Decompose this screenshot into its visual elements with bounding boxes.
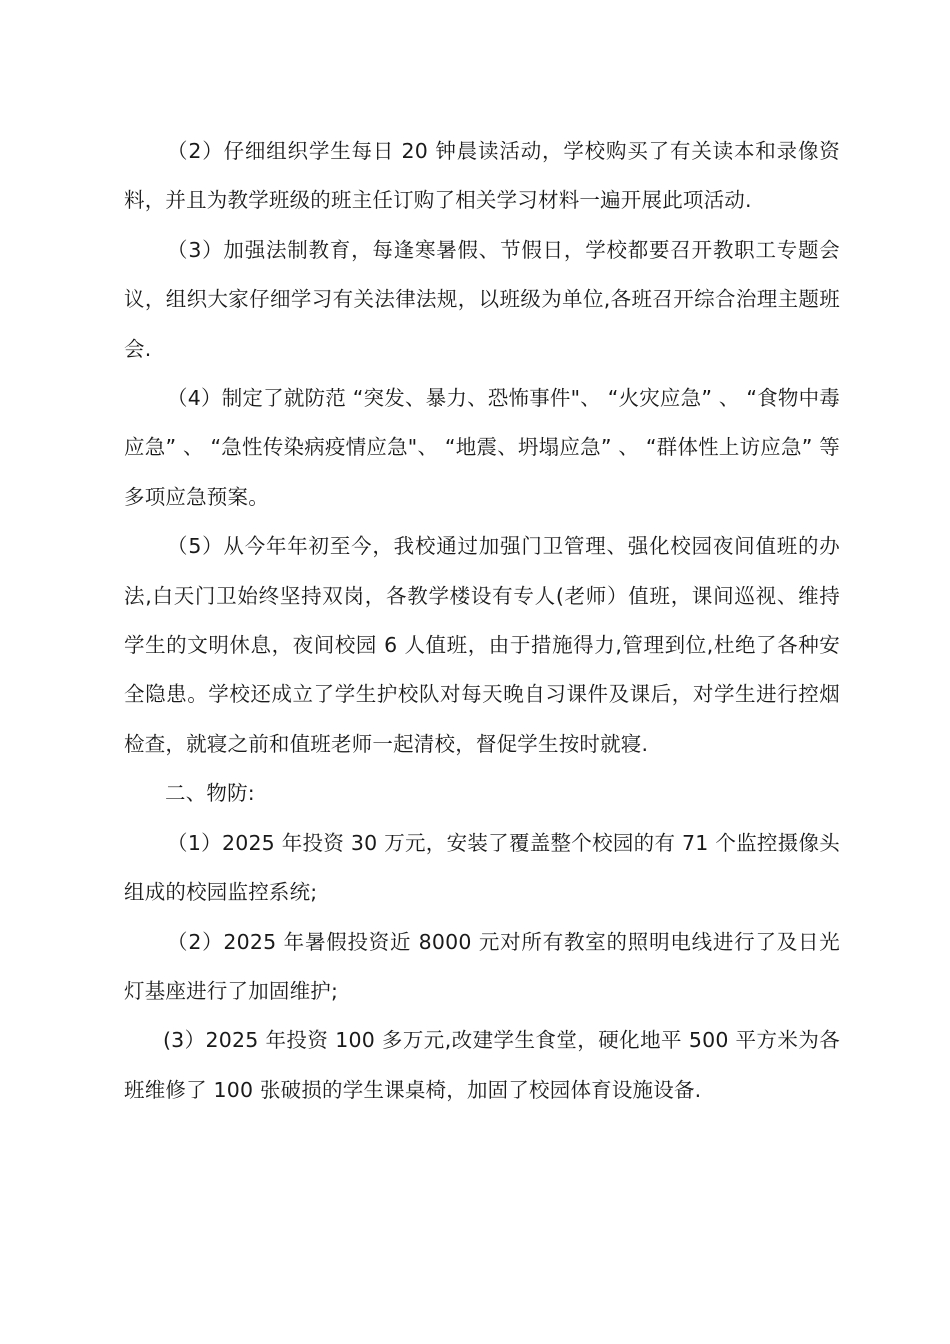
paragraph-surveillance-system: （1）2025 年投资 30 万元，安装了覆盖整个校园的有 71 个监控摄像头组成的校园监控系统; <box>124 830 840 905</box>
paragraph-legal-education: （3）加强法制教育，每逢寒暑假、节假日，学校都要召开教职工专题会议，组织大家仔细学习有关法律法规，以班级为单位,各班召开综合治理主题班会. <box>124 237 840 361</box>
paragraph-duty-management: （5）从今年年初至今，我校通过加强门卫管理、强化校园夜间值班的办法,白天门卫始终坚持双岗，各教学楼设有专人(老师）值班，课间巡视、维持学生的文明休息，夜间校园 6 人值班，由于措施得力,管理到位,杜绝了各种安全隐患。学校还成立了学生护校队对每天晚自习课件及课后，对学生进行控烟检查，就寝之前和值班老师一起清校，督促学生按时就寝. <box>124 534 840 756</box>
paragraph-morning-reading: （2）仔细组织学生每日 20 钟晨读活动，学校购买了有关读本和录像资料，并且为教学班级的班主任订购了相关学习材料一遍开展此项活动. <box>124 139 840 213</box>
paragraph-lighting-maintenance: （2）2025 年暑假投资近 8000 元对所有教室的照明电线进行了及日光灯基座进行了加固维护; <box>124 929 840 1003</box>
paragraph-canteen-renovation: (3）2025 年投资 100 多万元,改建学生食堂，硬化地平 500 平方米为各班维修了 100 张破损的学生课桌椅，加固了校园体育设施设备. <box>124 1028 840 1102</box>
document-body <box>124 127 840 1115</box>
paragraph-emergency-plans: （4）制定了就防范 “突发、暴力、恐怖事件"、 “火灾应急” 、 “食物中毒应急” 、 “急性传染病疫情应急"、 “地震、坍塌应急” 、 “群体性上访应急” 等多项应急预案。 <box>124 386 840 509</box>
section-heading-physical-defense: 二、物防: <box>165 781 255 806</box>
